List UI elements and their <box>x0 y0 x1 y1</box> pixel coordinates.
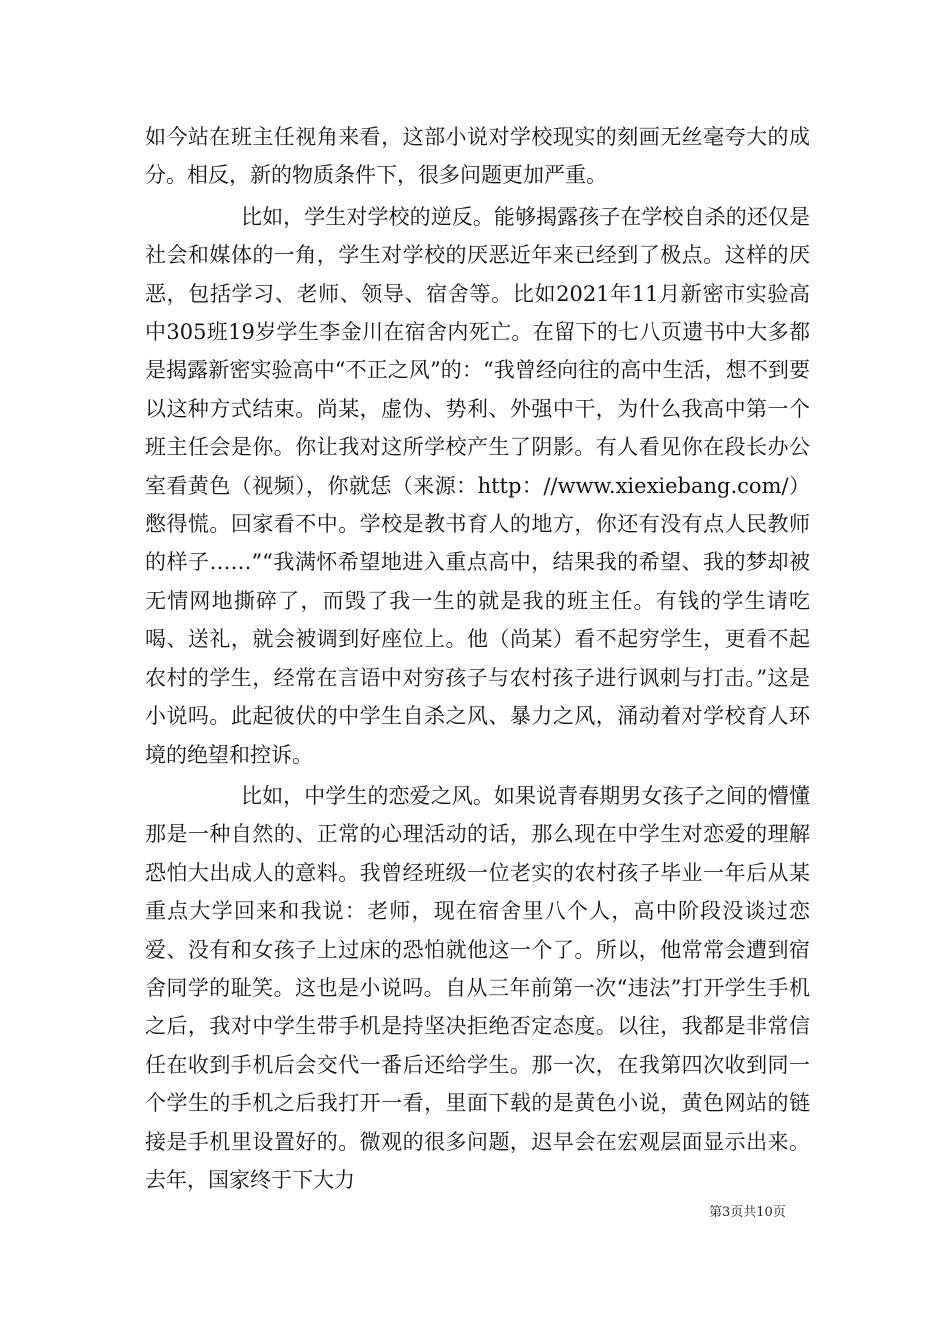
document-body <box>145 118 810 1199</box>
page-number-footer: 第3页共10页 <box>709 1205 786 1220</box>
paragraph-1: 如今站在班主任视角来看，这部小说对学校现实的刻画无丝毫夸大的成分。相反，新的物质条件下，很多问题更加严重。 <box>145 125 810 188</box>
paragraph-2: 比如，学生对学校的逆反。能够揭露孩子在学校自杀的还仅是社会和媒体的一角，学生对学校的厌恶近年来已经到了极点。这样的厌恶，包括学习、老师、领导、宿舍等。比如2021年11月新密市实验高中305班19岁学生李金川在宿舍内死亡。在留下的七八页遗书中大多都是揭露新密实验高中“不正之风”的：“我曾经向往的高中生活，想不到要以这种方式结束。尚某，虚伪、势利、外强中干，为什么我高中第一个班主任会是你。你让我对这所学校产生了阴影。有人看见你在段长办公室看黄色（视频），你就恁（来源：http：//www.xiexiebang.com/）憋得慌。回家看不中。学校是教书育人的地方，你还有没有点人民教师的样子……”“我满怀希望地进入重点高中，结果我的希望、我的梦却被无情网地撕碎了，而毁了我一生的就是我的班主任。有钱的学生请吃喝、送礼，就会被调到好座位上。他（尚某）看不起穷学生，更看不起农村的学生，经常在言语中对穷孩子与农村孩子进行讽刺与打击。”这是小说吗。此起彼伏的中学生自杀之风、暴力之风，涌动着对学校育人环境的绝望和控诉。 <box>145 204 810 767</box>
paragraph-3: 比如，中学生的恋爱之风。如果说青春期男女孩子之间的懵懂那是一种自然的、正常的心理活动的话，那么现在中学生对恋爱的理解恐怕大出成人的意料。我曾经班级一位老实的农村孩子毕业一年后从某重点大学回来和我说：老师，现在宿舍里八个人，高中阶段没谈过恋爱、没有和女孩子上过床的恐怕就他这一个了。所以，他常常会遭到宿舍同学的耻笑。这也是小说吗。自从三年前第一次“违法”打开学生手机之后，我对中学生带手机是持坚决拒绝否定态度。以往，我都是非常信任在收到手机后会交代一番后还给学生。那一次，在我第四次收到同一个学生的手机之后我打开一看，里面下载的是黄色小说，黄色网站的链接是手机里设置好的。微观的很多问题，迟早会在宏观层面显示出来。去年，国家终于下大力 <box>145 783 810 1192</box>
